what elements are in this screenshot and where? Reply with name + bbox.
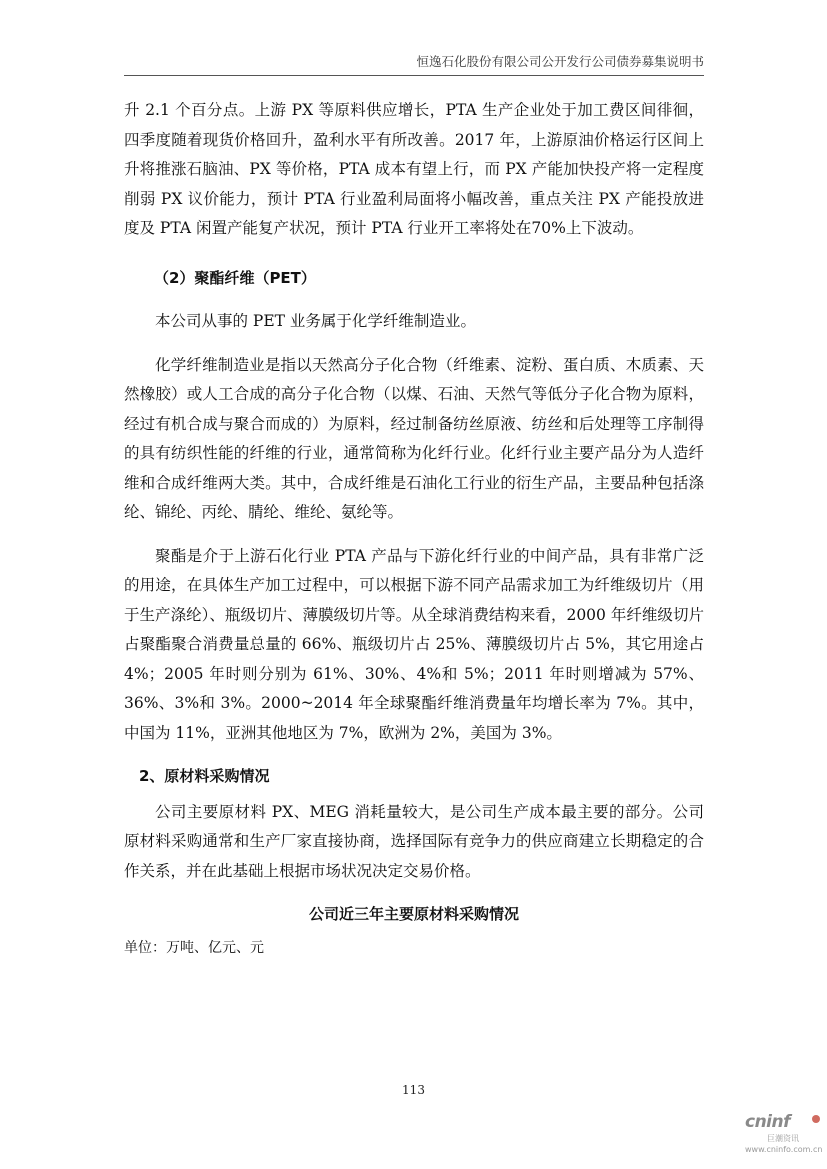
table-title: 公司近三年主要原材料采购情况 bbox=[308, 905, 519, 923]
page-content bbox=[124, 96, 704, 977]
document-header: 恒逸石化股份有限公司公开发行公司债券募集说明书 bbox=[416, 54, 704, 69]
pet-subheading: （2）聚酯纤维（PET） bbox=[154, 268, 316, 287]
procurement-section-heading: 2、原材料采购情况 bbox=[139, 767, 270, 785]
cninfo-url: www.cninfo.com.cn bbox=[745, 1145, 823, 1154]
logo-dot-icon bbox=[812, 1115, 820, 1123]
procurement-paragraph: 公司主要原材料 PX、MEG 消耗量较大，是公司生产成本最主要的部分。公司原材料采购通常和生产厂家直接协商，选择国际有竞争力的供应商建立长期稳定的合作关系，并在此基础上根据市场状况决定交易价格。 bbox=[124, 802, 704, 880]
chemical-fiber-paragraph: 化学纤维制造业是指以天然高分子化合物（纤维素、淀粉、蛋白质、木质素、天然橡胶）或人工合成的高分子化合物（以煤、石油、天然气等低分子化合物为原料，经过有机合成与聚合而成的）为原料，经过制备纺丝原液、纺丝和后处理等工序制得的具有纺织性能的纤维的行业，通常简称为化纤行业。化纤行业主要产品分为人造纤维和合成纤维两大类。其中，合成纤维是石油化工行业的衍生产品，主要品种包括涤纶、锦纶、丙纶、腈纶、维纶、氨纶等。 bbox=[124, 355, 704, 521]
header-divider bbox=[124, 75, 704, 76]
intro-paragraph: 升 2.1 个百分点。上游 PX 等原料供应增长，PTA 生产企业处于加工费区间徘徊，四季度随着现货价格回升，盈利水平有所改善。2017 年，上游原油价格运行区间上升将推涨石脑油、PX 等价格，PTA 成本有望上行，而 PX 产能加快投产将一定程度削弱 PX 议价能力，预计 PTA 行业盈利局面将小幅改善，重点关注 PX 产能投放进度及 PTA 闲置产能复产状况，预计 PTA 行业开工率将处在70%上下波动。 bbox=[124, 101, 704, 237]
unit-note: 单位：万吨、亿元、元 bbox=[124, 939, 264, 956]
pet-business-paragraph: 本公司从事的 PET 业务属于化学纤维制造业。 bbox=[155, 312, 476, 330]
page-number: 113 bbox=[402, 1083, 425, 1097]
polyester-paragraph: 聚酯是介于上游石化行业 PTA 产品与下游化纤行业的中间产品，具有非常广泛的用途，在具体生产加工过程中，可以根据下游不同产品需求加工为纤维级切片（用于生产涤纶）、瓶级切片、薄膜级切片等。从全球消费结构来看，2000 年纤维级切片占聚酯聚合消费量总量的 66%、瓶级切片占 25%、薄膜级切片占 5%，其它用途占 4%；2005 年时则分别为 61%、30%、4%和 5%；2011 年时则增减为 57%、36%、3%和 3%。2000~2014 年全球聚酯纤维消费量年均增长率为 7%。其中，中国为 11%，亚洲其他地区为 7%，欧洲为 2%，美国为 3%。 bbox=[124, 546, 704, 742]
cninfo-logo-text: cninf bbox=[745, 1112, 791, 1132]
cninfo-watermark bbox=[745, 1112, 825, 1162]
cninfo-subtitle: 巨潮资讯 bbox=[767, 1134, 799, 1143]
